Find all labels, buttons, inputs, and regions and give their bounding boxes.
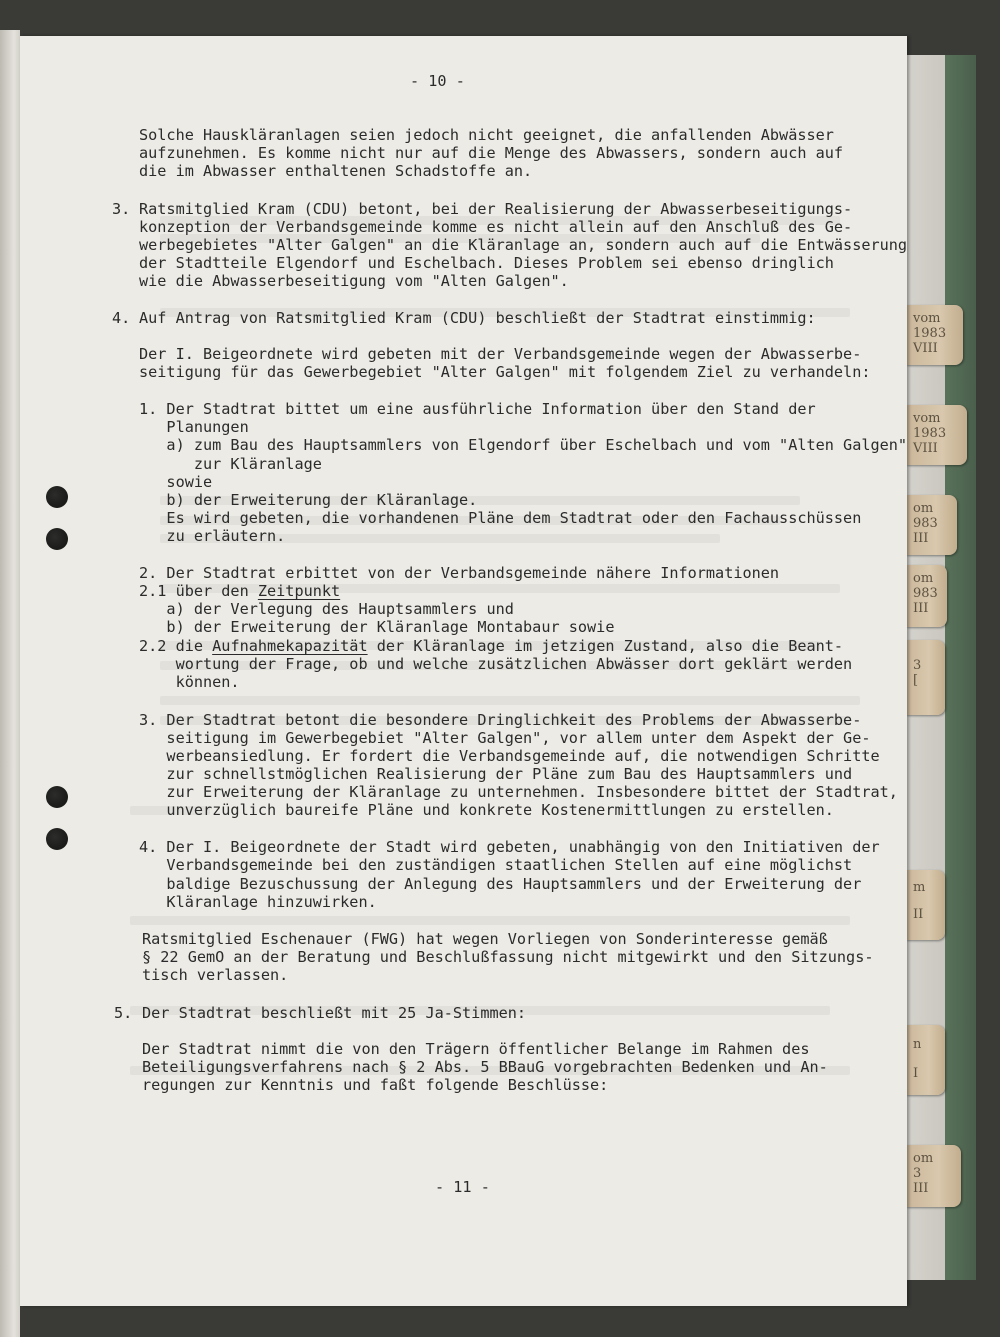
- index-tab-6[interactable]: [905, 870, 945, 940]
- text-line: zur Kläranlage: [139, 455, 322, 473]
- tab-label: VIII: [913, 441, 938, 456]
- tab-label: 1983: [913, 426, 947, 441]
- text-line: Verbandsgemeinde bei den zuständigen staatlichen Stellen auf eine möglichst: [139, 856, 853, 874]
- tab-label: om: [913, 1151, 934, 1166]
- text-line: sowie: [139, 473, 213, 491]
- text-line: Der Stadtrat beschließt mit 25 Ja-Stimmen:: [142, 1004, 527, 1022]
- text-line: zu erläutern.: [139, 527, 286, 545]
- text-line: wortung der Frage, ob und welche zusätzlichen Abwässer dort geklärt werden: [139, 655, 853, 673]
- index-tab-5[interactable]: [905, 640, 945, 715]
- item-number: 4.: [112, 309, 131, 327]
- tab-label: [: [913, 673, 919, 688]
- text-line: Kläranlage hinzuwirken.: [139, 893, 377, 911]
- text-line: 1. Der Stadtrat bittet um eine ausführliche Information über den Stand der: [139, 400, 816, 418]
- text-line: Auf Antrag von Ratsmitglied Kram (CDU) beschließt der Stadtrat einstimmig:: [139, 309, 816, 327]
- tab-label: VIII: [913, 341, 938, 356]
- text-line: [139, 637, 843, 656]
- tab-label: I: [913, 1066, 919, 1081]
- tab-label: 1983: [913, 326, 947, 341]
- text-line: Beteiligungsverfahrens nach § 2 Abs. 5 BBauG vorgebrachten Bedenken und An-: [142, 1058, 828, 1076]
- text-line: die im Abwasser enthaltenen Schadstoffe an.: [139, 162, 533, 180]
- text-line: Ratsmitglied Kram (CDU) betont, bei der Realisierung der Abwasserbeseitigungs-: [139, 200, 853, 218]
- item-number: 3.: [112, 200, 131, 218]
- tab-label: 3: [913, 1166, 922, 1181]
- text-line: a) der Verlegung des Hauptsammlers und: [139, 600, 514, 618]
- tab-label: III: [913, 1181, 929, 1196]
- index-tab-2[interactable]: [905, 405, 967, 465]
- text-line: b) der Erweiterung der Kläranlage.: [139, 491, 478, 509]
- underlined-term: Aufnahmekapazität: [212, 637, 368, 655]
- text-line: 3. Der Stadtrat betont die besondere Dringlichkeit des Problems der Abwasserbe-: [139, 711, 862, 729]
- text-line: § 22 GemO an der Beratung und Beschlußfassung nicht mitgewirkt und den Sitzungs-: [142, 948, 874, 966]
- tab-label: vom: [913, 411, 941, 426]
- index-tab-7[interactable]: [905, 1025, 945, 1095]
- page-number-footer: - 11 -: [435, 1178, 490, 1196]
- text-line: b) der Erweiterung der Kläranlage Montabaur sowie: [139, 618, 615, 636]
- punch-hole: [46, 486, 68, 508]
- underlined-term: Zeitpunkt: [257, 582, 341, 600]
- index-tab-4[interactable]: [905, 565, 947, 627]
- text-line: a) zum Bau des Hauptsammlers von Elgendorf über Eschelbach und vom "Alten Galgen": [139, 436, 908, 454]
- text-line: wie die Abwasserbeseitigung vom "Alten Galgen".: [139, 272, 569, 290]
- text-line: Planungen: [139, 418, 249, 436]
- text-line: konzeption der Verbandsgemeinde komme es nicht allein auf den Anschluß des Ge-: [139, 218, 853, 236]
- page-number-header: - 10 -: [410, 72, 465, 90]
- text-line: seitigung für das Gewerbegebiet "Alter Galgen" mit folgendem Ziel zu verhandeln:: [139, 363, 871, 381]
- tab-label: vom: [913, 311, 941, 326]
- text-line: unverzüglich baureife Pläne und konkrete Kostenermittlungen zu erstellen.: [139, 801, 834, 819]
- text-line: können.: [139, 673, 240, 691]
- tab-label: II: [913, 907, 924, 922]
- text-line: zur Erweiterung der Kläranlage zu unternehmen. Insbesondere bittet der Stadtrat,: [139, 783, 898, 801]
- text-line: tisch verlassen.: [142, 966, 289, 984]
- text-line: baldige Bezuschussung der Anlegung des Hauptsammlers und der Erweiterung der: [139, 875, 862, 893]
- text-line: 2. Der Stadtrat erbittet von der Verbandsgemeinde nähere Informationen: [139, 564, 780, 582]
- text-line: Der Stadtrat nimmt die von den Trägern öffentlicher Belange im Rahmen des: [142, 1040, 810, 1058]
- tab-label: 3: [913, 658, 922, 673]
- text-line: regungen zur Kenntnis und faßt folgende Beschlüsse:: [142, 1076, 609, 1094]
- text-line: werbegebietes "Alter Galgen" an die Kläranlage an, sondern auch auf die Entwässerung: [139, 236, 908, 254]
- index-tab-8[interactable]: [905, 1145, 961, 1207]
- text-line: Der I. Beigeordnete wird gebeten mit der Verbandsgemeinde wegen der Abwasserbe-: [139, 345, 862, 363]
- text-line: Es wird gebeten, die vorhandenen Pläne dem Stadtrat oder den Fachausschüssen: [139, 509, 862, 527]
- text-line: werbeansiedlung. Er fordert die Verbandsgemeinde auf, die notwendigen Schritte: [139, 747, 880, 765]
- text-line: der Stadtteile Elgendorf und Eschelbach. Dieses Problem sei ebenso dringlich: [139, 254, 834, 272]
- tab-label: III: [913, 601, 929, 616]
- punch-hole: [46, 528, 68, 550]
- text-line: 4. Der I. Beigeordnete der Stadt wird gebeten, unabhängig von den Initiativen der: [139, 838, 880, 856]
- text-fragment: 2.2 die: [139, 637, 213, 655]
- text-line: aufzunehmen. Es komme nicht nur auf die Menge des Abwassers, sondern auch auf: [139, 144, 844, 162]
- text-fragment: der Kläranlage im jetzigen Zustand, also die Beant-: [367, 637, 844, 655]
- tab-label: III: [913, 531, 929, 546]
- tab-label: 983: [913, 516, 938, 531]
- punch-hole: [46, 786, 68, 808]
- tab-label: 983: [913, 586, 938, 601]
- tab-label: om: [913, 501, 934, 516]
- tab-label: n: [913, 1037, 922, 1052]
- text-line: [139, 582, 340, 601]
- punch-hole: [46, 828, 68, 850]
- index-tab-1[interactable]: [905, 305, 963, 365]
- text-line: Solche Hauskläranlagen seien jedoch nicht geeignet, die anfallenden Abwässer: [139, 126, 834, 144]
- text-line: seitigung im Gewerbegebiet "Alter Galgen", vor allem unter dem Aspekt der Ge-: [139, 729, 871, 747]
- text-line: Ratsmitglied Eschenauer (FWG) hat wegen Vorliegen von Sonderinteresse gemäß: [142, 930, 828, 948]
- index-tab-3[interactable]: [905, 495, 957, 555]
- tab-label: m: [913, 880, 926, 895]
- text-fragment: 2.1 über den: [139, 582, 258, 600]
- text-line: zur schnellstmöglichen Realisierung der Pläne zum Bau des Hauptsammlers und: [139, 765, 853, 783]
- item-number: 5.: [114, 1004, 133, 1022]
- tab-label: om: [913, 571, 934, 586]
